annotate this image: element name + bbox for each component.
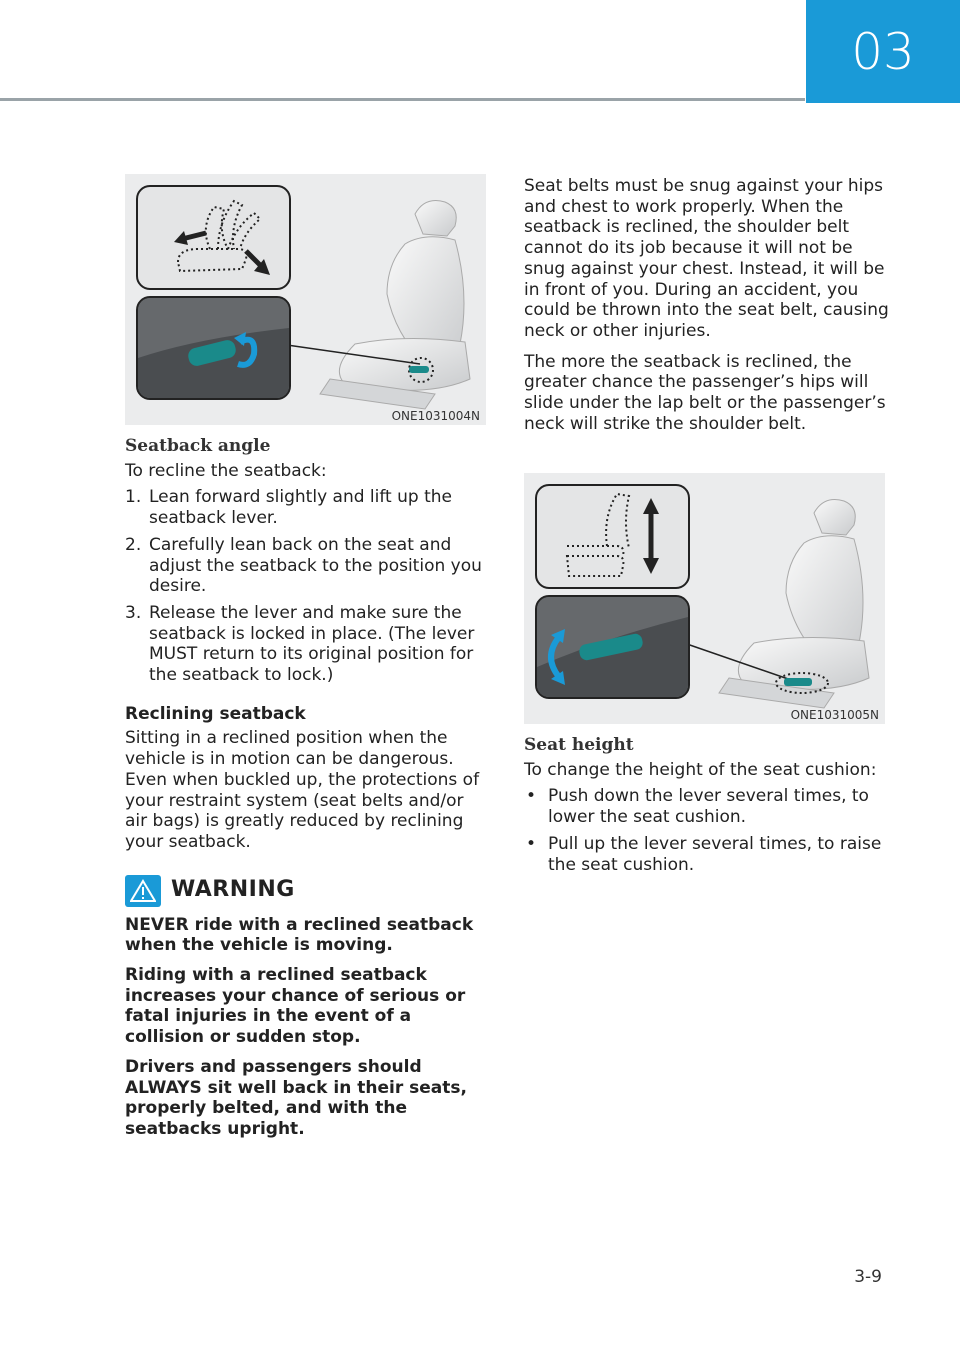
- figure-code: ONE1031005N: [790, 708, 879, 722]
- warning-paragraph: Riding with a reclined seatback increases your chance of serious or fatal injuries in the event of a collision or sudden stop.: [125, 965, 466, 1048]
- list-item: 1. Lean forward slightly and lift up the seatback lever.: [125, 487, 452, 529]
- lever-closeup-inset: [136, 296, 291, 400]
- seat-height-heading: Seat height: [524, 735, 634, 755]
- warning-paragraph: Drivers and passengers should ALWAYS sit well back in their seats, properly belted, and with the seatbacks upright.: [125, 1056, 467, 1139]
- warning-header: [125, 875, 490, 907]
- reclining-seatback-heading: Reclining seatback: [125, 703, 306, 724]
- recline-motion-inset: [136, 185, 291, 290]
- reclining-text: Sitting in a reclined position when the vehicle is in motion can be dangerous. Even when buckled up, the protections of your restraint system (seat belts and/or air bags) is greatly reduced by reclining your seatback.: [125, 728, 480, 852]
- list-item: • Push down the lever several times, to lower the seat cushion.: [526, 786, 869, 828]
- height-bullets: [524, 786, 889, 875]
- height-motion-inset: [535, 484, 690, 589]
- header-rule: [0, 98, 805, 101]
- seatbelt-paragraph: Seat belts must be snug against your hips and chest to work properly. When the seatback is reclined, the shoulder belt cannot do its job because it will not be snug against your chest. Instead, it will be in front of you. During an accident, you could be thrown into the seat belt, causing neck or other injuries.: [524, 176, 889, 341]
- warning-triangle-icon: [125, 875, 161, 907]
- list-item: 2. Carefully lean back on the seat and adjust the seatback to the position you desire.: [125, 534, 482, 597]
- seatback-angle-heading: Seatback angle: [125, 436, 271, 456]
- recline-risk-paragraph: The more the seatback is reclined, the greater chance the passenger’s hips will slide under the lap belt or the passenger’s neck will strike the shoulder belt.: [524, 351, 886, 434]
- chapter-tab: 03: [806, 0, 960, 103]
- warning-title: WARNING: [171, 877, 295, 903]
- lever-closeup-inset: [535, 595, 690, 699]
- recline-steps: [125, 487, 490, 685]
- seat-height-figure: [524, 473, 885, 724]
- warning-paragraph: NEVER ride with a reclined seatback when the vehicle is moving.: [125, 914, 474, 956]
- list-item: 3. Release the lever and make sure the seatback is locked in place. (The lever MUST return to its original position for the seatback to lock.): [125, 602, 475, 686]
- figure-code: ONE1031004N: [391, 409, 480, 423]
- left-column: [125, 436, 490, 1149]
- seatback-figure: [125, 174, 486, 425]
- page-number: 3-9: [854, 1267, 882, 1287]
- list-item: • Pull up the lever several times, to raise the seat cushion.: [526, 833, 882, 875]
- right-column: [524, 176, 889, 444]
- seat-height-intro: To change the height of the seat cushion:: [524, 759, 877, 780]
- warning-body: [125, 915, 490, 1140]
- seat-height-section: [524, 735, 889, 881]
- seatback-intro: To recline the seatback:: [125, 460, 327, 481]
